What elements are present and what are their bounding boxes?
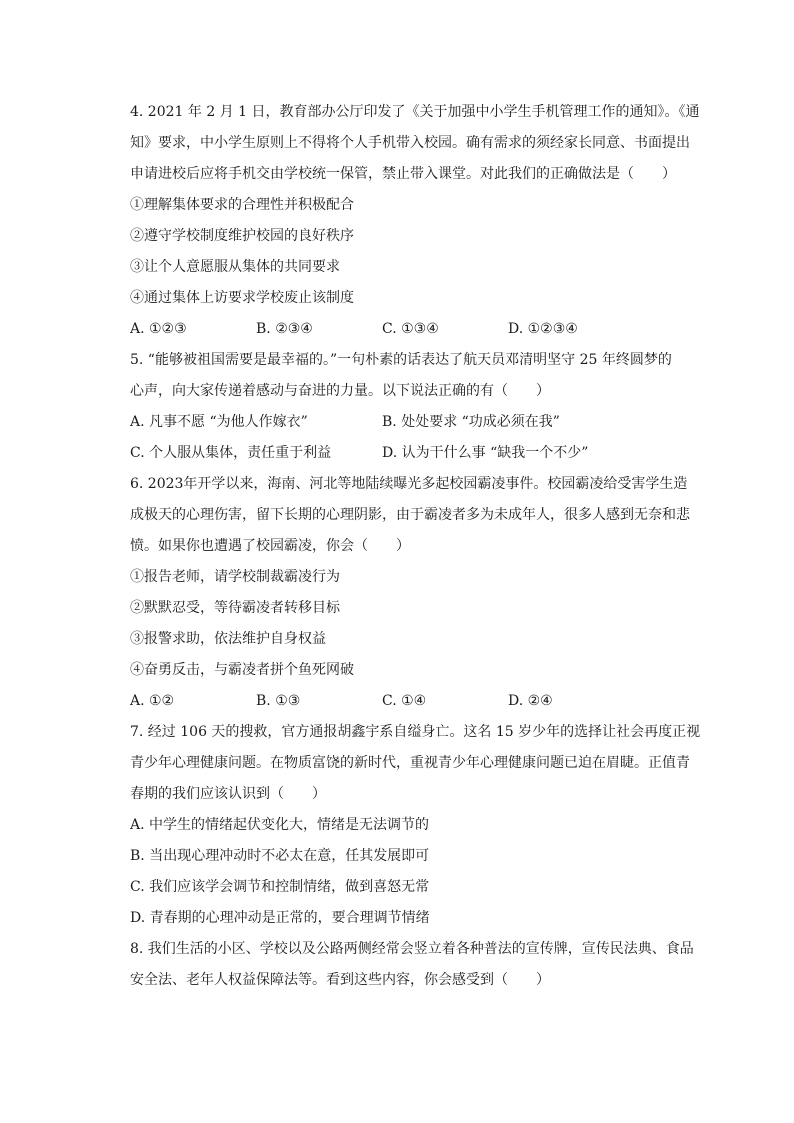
question-4-item-1: ①理解集体要求的合理性并积极配合 xyxy=(130,197,354,213)
question-8-stem-line-2: 安全法、老年人权益保障法等。看到这些内容，你会感受到（ ） xyxy=(130,972,550,988)
question-6-item-4: ④奋勇反击，与霸凌者拼个鱼死网破 xyxy=(130,662,354,678)
question-6 xyxy=(130,469,690,717)
question-4-stem-line-2: 知》要求，中小学生原则上不得将个人手机带入校园。确有需求的须经家长同意、书面提出 xyxy=(130,135,690,151)
question-7-stem-line-1: 7. 经过 106 天的搜救，官方通报胡鑫宇系自缢身亡。这名 15 岁少年的选择让社会再度正视 xyxy=(130,724,701,740)
option-c: C. 我们应该学会调节和控制情绪，做到喜怒无常 xyxy=(130,879,430,895)
option-d: D. 认为干什么事 “缺我一个不少” xyxy=(382,445,589,461)
question-4-stem-line-1: 4. 2021 年 2 月 1 日，教育部办公厅印发了《关于加强中小学生手机管理工作的通知》。《通 xyxy=(130,104,700,120)
question-7 xyxy=(130,717,701,934)
option-a: A. 中学生的情绪起伏变化大，情绪是无法调节的 xyxy=(130,817,430,833)
question-5-stem-line-1: 5. “能够被祖国需要是最幸福的。”一句朴素的话表达了航天员邓清明坚守 25 年终圆梦的 xyxy=(130,352,672,368)
option-b: B. ②③④ xyxy=(256,321,313,337)
option-a: A. ①② xyxy=(130,693,175,709)
question-4-item-2: ②遵守学校制度维护校园的良好秩序 xyxy=(130,228,354,244)
question-6-item-1: ①报告老师，请学校制裁霸凌行为 xyxy=(130,569,340,585)
option-d: D. ②④ xyxy=(508,693,553,709)
option-a: A. 凡事不愿 “为他人作嫁衣” xyxy=(130,414,308,430)
question-4-item-3: ③让个人意愿服从集体的共同要求 xyxy=(130,259,340,275)
question-7-stem-line-2: 青少年心理健康问题。在物质富饶的新时代，重视青少年心理健康问题已迫在眉睫。正值青 xyxy=(130,755,690,771)
question-7-stem-line-3: 春期的我们应该认识到（ ） xyxy=(130,786,326,802)
question-6-item-3: ③报警求助，依法维护自身权益 xyxy=(130,631,326,647)
option-d: D. 青春期的心理冲动是正常的，要合理调节情绪 xyxy=(130,910,430,926)
question-6-item-2: ②默默忍受，等待霸凌者转移目标 xyxy=(130,600,340,616)
option-b: B. ①③ xyxy=(256,693,301,709)
option-b: B. 当出现心理冲动时不必太在意，任其发展即可 xyxy=(130,848,430,864)
option-b: B. 处处要求 “功成必须在我” xyxy=(382,414,560,430)
question-5 xyxy=(130,345,690,469)
option-d: D. ①②③④ xyxy=(508,321,578,337)
question-4 xyxy=(130,97,700,345)
question-4-stem-line-3: 申请进校后应将手机交由学校统一保管，禁止带入课堂。对此我们的正确做法是（ ） xyxy=(130,166,676,182)
question-6-stem-line-1: 6. 2023年开学以来，海南、河北等地陆续曝光多起校园霸凌事件。校园霸凌给受害学生造 xyxy=(130,476,688,492)
question-4-options xyxy=(130,314,690,345)
question-8-stem-line-1: 8. 我们生活的小区、学校以及公路两侧经常会竖立着各种普法的宣传牌，宣传民法典、食品 xyxy=(130,941,694,957)
question-8 xyxy=(130,934,694,996)
option-c: C. 个人服从集体，责任重于利益 xyxy=(130,445,332,461)
question-5-stem-line-2: 心声，向大家传递着感动与奋进的力量。以下说法正确的有（ ） xyxy=(130,383,550,399)
question-6-stem-line-3: 愤。如果你也遭遇了校园霸凌，你会（ ） xyxy=(130,538,410,554)
question-5-options-row-2 xyxy=(130,438,690,469)
option-c: C. ①④ xyxy=(382,693,427,709)
question-list xyxy=(130,97,701,996)
question-4-item-4: ④通过集体上访要求学校废止该制度 xyxy=(130,290,354,306)
question-5-options-row-1 xyxy=(130,407,690,438)
option-c: C. ①③④ xyxy=(382,321,439,337)
question-6-stem-line-2: 成极天的心理伤害，留下长期的心理阴影，由于霸凌者多为未成年人，很多人感到无奈和悲 xyxy=(130,507,690,523)
question-6-options xyxy=(130,686,690,717)
option-a: A. ①②③ xyxy=(130,321,187,337)
